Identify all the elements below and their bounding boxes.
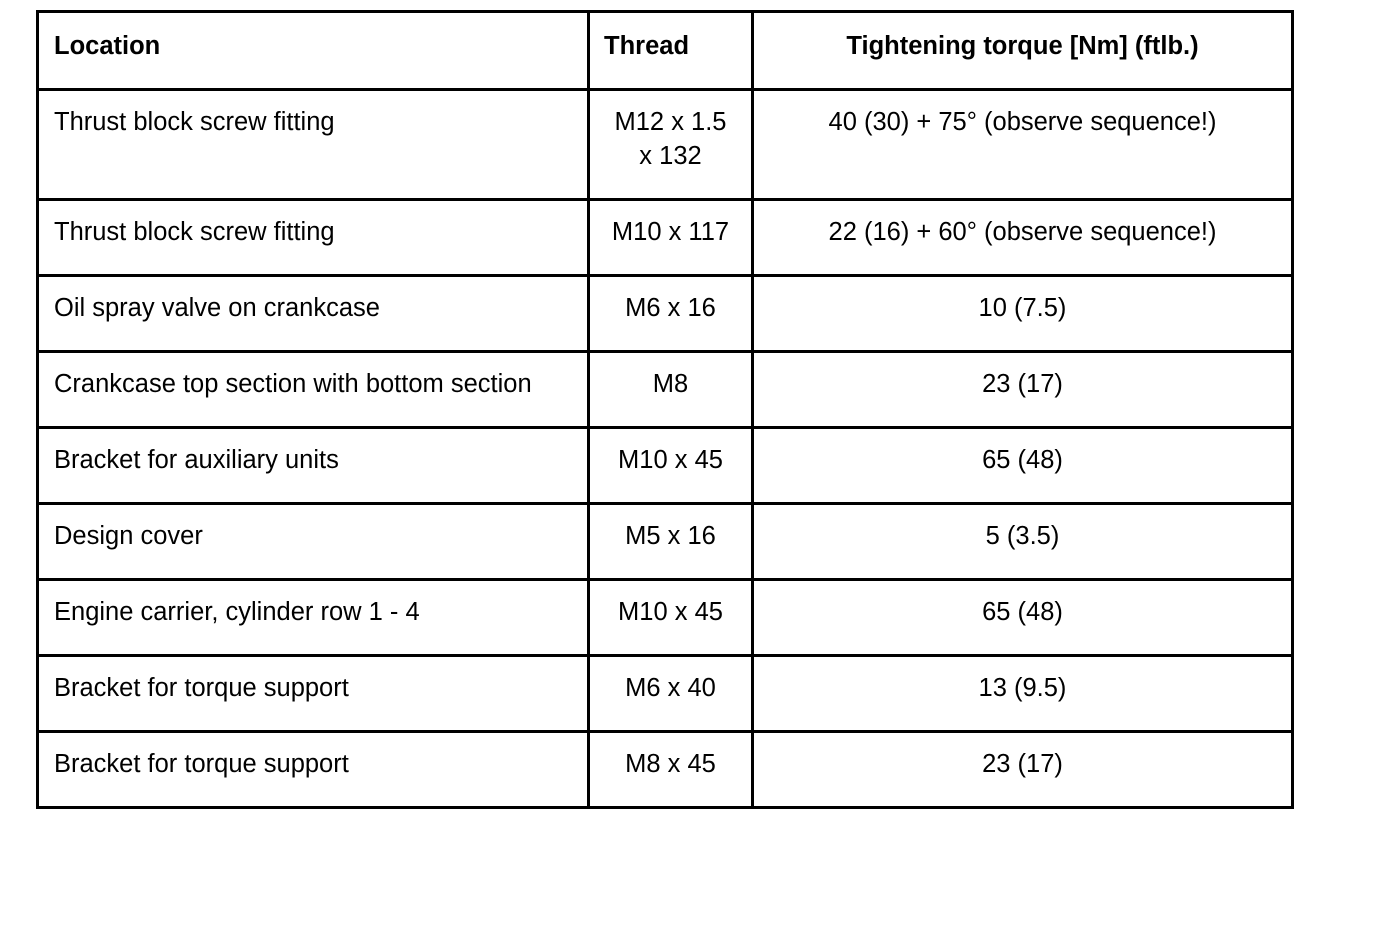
cell-location: Design cover — [38, 504, 589, 580]
cell-location: Thrust block screw fitting — [38, 90, 589, 200]
header-torque: Tightening torque [Nm] (ftlb.) — [753, 12, 1293, 90]
cell-thread: M10 x 45 — [589, 580, 753, 656]
cell-torque: 10 (7.5) — [753, 276, 1293, 352]
thread-line-1: M12 x 1.5 — [614, 108, 727, 136]
cell-location: Bracket for auxiliary units — [38, 428, 589, 504]
table-header-row — [38, 12, 1293, 90]
cell-thread: M8 — [589, 352, 753, 428]
thread-line-2: x 132 — [639, 142, 702, 170]
table-row — [38, 656, 1293, 732]
header-location: Location — [38, 12, 589, 90]
cell-torque: 40 (30) + 75° (observe sequence!) — [753, 90, 1293, 200]
cell-torque: 23 (17) — [753, 732, 1293, 808]
cell-location: Bracket for torque support — [38, 656, 589, 732]
cell-location: Thrust block screw fitting — [38, 200, 589, 276]
table-row — [38, 428, 1293, 504]
cell-thread: M8 x 45 — [589, 732, 753, 808]
cell-thread: M5 x 16 — [589, 504, 753, 580]
table-row — [38, 352, 1293, 428]
table-row — [38, 732, 1293, 808]
cell-torque: 22 (16) + 60° (observe sequence!) — [753, 200, 1293, 276]
table-row — [38, 580, 1293, 656]
cell-thread: M6 x 16 — [589, 276, 753, 352]
table-row — [38, 90, 1293, 200]
cell-thread: M6 x 40 — [589, 656, 753, 732]
cell-torque: 5 (3.5) — [753, 504, 1293, 580]
cell-torque: 65 (48) — [753, 428, 1293, 504]
torque-specification-table — [36, 10, 1294, 809]
cell-thread: M10 x 117 — [589, 200, 753, 276]
table-row — [38, 276, 1293, 352]
cell-torque: 23 (17) — [753, 352, 1293, 428]
cell-thread: M10 x 45 — [589, 428, 753, 504]
table-row — [38, 504, 1293, 580]
cell-location: Crankcase top section with bottom section — [38, 352, 589, 428]
cell-torque: 65 (48) — [753, 580, 1293, 656]
header-thread: Thread — [589, 12, 753, 90]
cell-torque: 13 (9.5) — [753, 656, 1293, 732]
cell-location: Engine carrier, cylinder row 1 - 4 — [38, 580, 589, 656]
table-row — [38, 200, 1293, 276]
cell-location: Oil spray valve on crankcase — [38, 276, 589, 352]
cell-location: Bracket for torque support — [38, 732, 589, 808]
cell-thread — [589, 90, 753, 200]
